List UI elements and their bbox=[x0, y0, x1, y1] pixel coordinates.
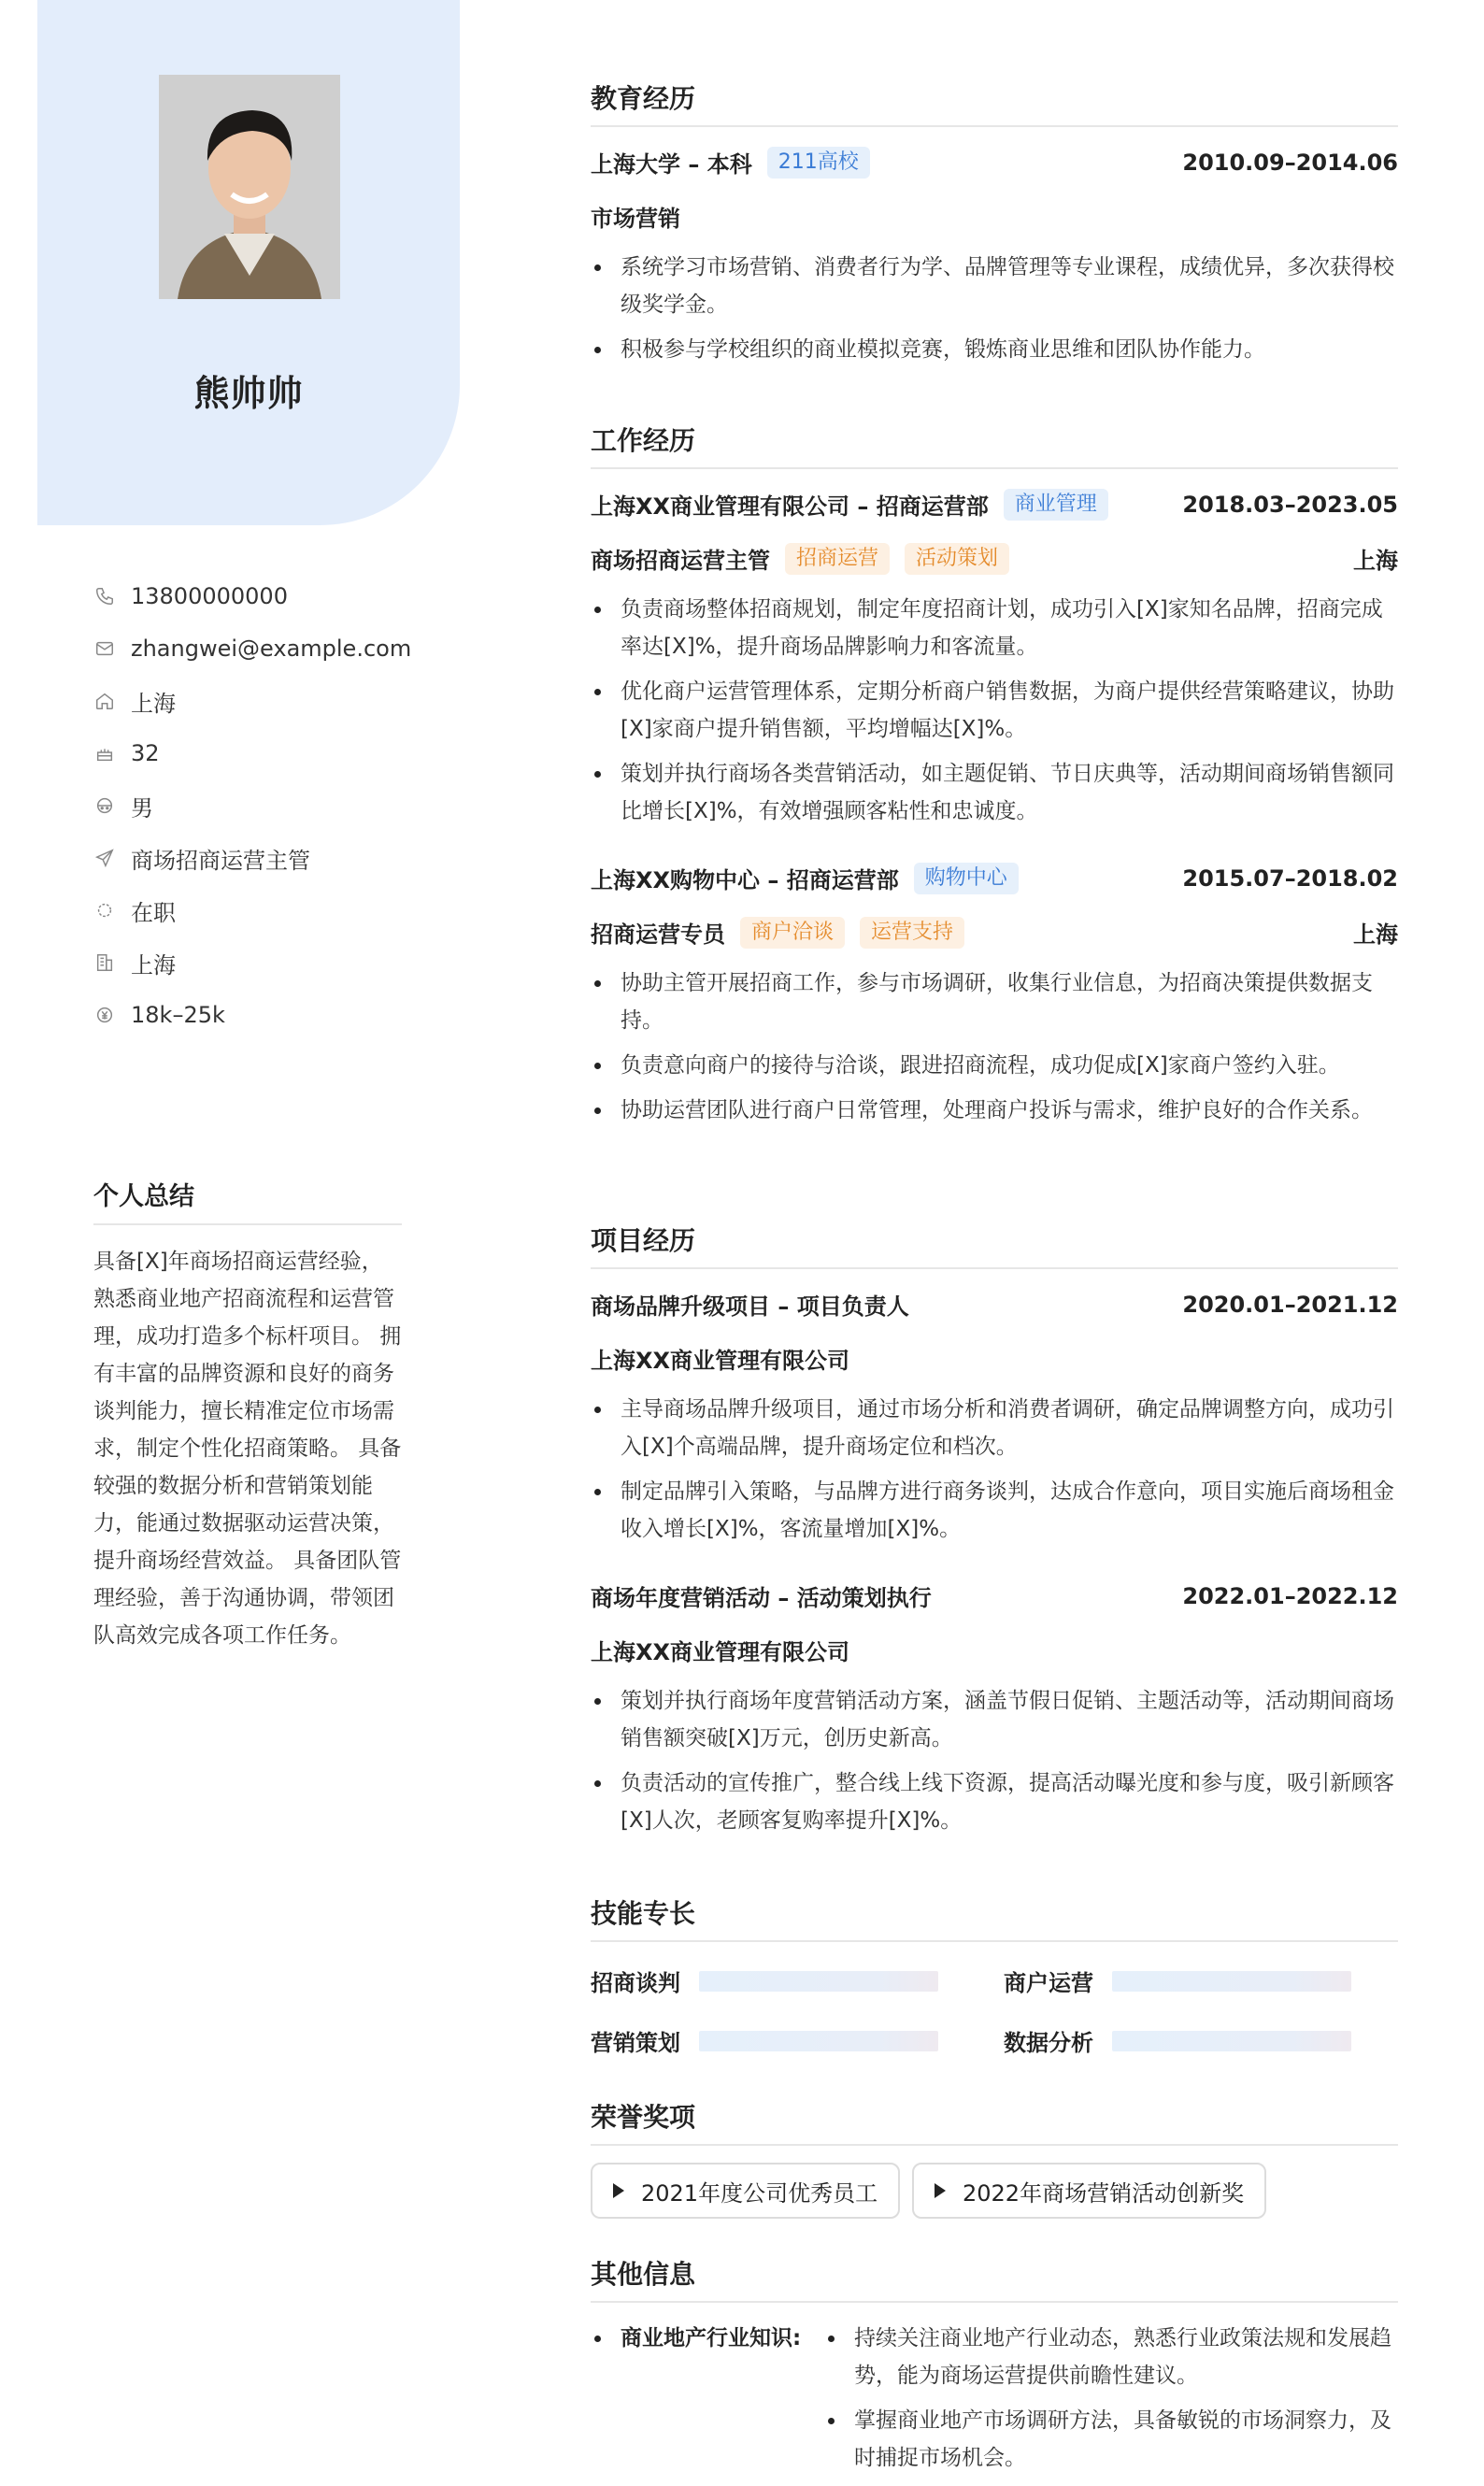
info-city-text: 上海 bbox=[131, 951, 176, 979]
phone-icon bbox=[93, 585, 116, 607]
education-tag: 211高校 bbox=[767, 147, 870, 179]
list-item: 优化商户运营管理体系，定期分析商户销售数据，为商户提供经营策略建议，协助[X]家商户提升销售额，平均增幅达[X]%。 bbox=[591, 673, 1398, 748]
info-email-text: zhangwei@example.com bbox=[131, 636, 412, 662]
skill-bar bbox=[1112, 2031, 1351, 2051]
project-1-bullets bbox=[591, 1391, 1398, 1555]
info-salary bbox=[93, 989, 411, 1041]
profile-photo bbox=[159, 75, 340, 299]
building-icon bbox=[93, 951, 116, 974]
job-1-period: 2018.03–2023.05 bbox=[1182, 491, 1398, 518]
project-1-company: 上海XX商业管理有限公司 bbox=[591, 1348, 850, 1374]
info-status bbox=[93, 884, 411, 936]
send-icon bbox=[93, 847, 116, 869]
other-bullets bbox=[822, 2320, 1398, 2484]
summary-text: 具备[X]年商场招商运营经验，熟悉商业地产招商流程和运营管理，成功打造多个标杆项目。 拥有丰富的品牌资源和良好的商务谈判能力，擅长精准定位市场需求，制定个性化招商策略。 具备较强的数据分析和营销策划能力，能通过数据驱动运营决策，提升商场经营效益。 具备团队管理经验，善于沟通协调，带领团队高效完成各项工作任务。 bbox=[93, 1250, 402, 1648]
project-2-name: 商场年度营销活动 – 活动策划执行 bbox=[591, 1585, 932, 1611]
list-item: 掌握商业地产市场调研方法，具备敏锐的市场洞察力，及时捕捉市场机会。 bbox=[822, 2402, 1398, 2477]
list-item: 策划并执行商场各类营销活动，如主题促销、节日庆典等，活动期间商场销售额同比增长[X]%，有效增强顾客粘性和忠诚度。 bbox=[591, 755, 1398, 830]
mail-icon bbox=[93, 637, 116, 660]
info-status-text: 在职 bbox=[131, 899, 176, 926]
award-label: 2021年度公司优秀员工 bbox=[641, 2179, 878, 2207]
skill-bar bbox=[1112, 1971, 1351, 1992]
project-2-company: 上海XX商业管理有限公司 bbox=[591, 1639, 850, 1665]
info-location-text: 上海 bbox=[131, 690, 176, 717]
other-title: 其他信息 bbox=[591, 2254, 1398, 2303]
job-1-bullets bbox=[591, 591, 1398, 837]
award-label: 2022年商场营销活动创新奖 bbox=[963, 2179, 1245, 2207]
info-email bbox=[93, 622, 411, 675]
projects-title: 项目经历 bbox=[591, 1221, 1398, 1269]
skill-name: 数据分析 bbox=[1004, 2030, 1093, 2056]
list-item: 负责活动的宣传推广，整合线上线下资源，提高活动曝光度和参与度，吸引新顾客[X]人次，老顾客复购率提升[X]%。 bbox=[591, 1764, 1398, 1839]
other-label: 商业地产行业知识: bbox=[591, 2320, 822, 2484]
job-1-company: 上海XX商业管理有限公司 – 招商运营部 bbox=[591, 493, 989, 520]
project-1-header bbox=[591, 1288, 1398, 1321]
sidebar bbox=[0, 0, 495, 2486]
job-2-city: 上海 bbox=[1353, 922, 1398, 948]
skill-item bbox=[591, 1965, 938, 1997]
skill-name: 招商谈判 bbox=[591, 1970, 680, 1996]
other-info bbox=[591, 2320, 1398, 2484]
education-header bbox=[591, 146, 1398, 179]
play-triangle-icon bbox=[613, 2183, 624, 2198]
skill-item bbox=[1004, 2024, 1351, 2057]
list-item: 主导商场品牌升级项目，通过市场分析和消费者调研，确定品牌调整方向，成功引入[X]个高端品牌，提升商场定位和档次。 bbox=[591, 1391, 1398, 1465]
avatar-portrait bbox=[159, 75, 340, 299]
home-icon bbox=[93, 690, 116, 712]
project-2-period: 2022.01–2022.12 bbox=[1182, 1582, 1398, 1609]
info-age bbox=[93, 727, 411, 779]
project-2-company-row bbox=[591, 1634, 1398, 1666]
skill-item bbox=[1004, 1965, 1351, 1997]
job-2-period: 2015.07–2018.02 bbox=[1182, 864, 1398, 892]
status-icon bbox=[93, 899, 116, 922]
job-1-city: 上海 bbox=[1353, 548, 1398, 574]
info-location bbox=[93, 675, 411, 727]
list-item: 积极参与学校组织的商业模拟竞赛，锻炼商业思维和团队协作能力。 bbox=[591, 331, 1398, 368]
project-1-period: 2020.01–2021.12 bbox=[1182, 1291, 1398, 1318]
skill-name: 营销策划 bbox=[591, 2030, 680, 2056]
info-age-text: 32 bbox=[131, 740, 160, 766]
job-1-tag: 商业管理 bbox=[1004, 489, 1108, 521]
project-2-bullets bbox=[591, 1682, 1398, 1847]
list-item: 制定品牌引入策略，与品牌方进行商务谈判，达成合作意向，项目实施后商场租金收入增长[X]%，客流量增加[X]%。 bbox=[591, 1473, 1398, 1548]
skill-bar bbox=[699, 1971, 938, 1992]
project-1-company-row bbox=[591, 1342, 1398, 1375]
job-1-skill-tag: 招商运营 bbox=[785, 543, 890, 575]
skills-title: 技能专长 bbox=[591, 1893, 1398, 1942]
info-gender bbox=[93, 779, 411, 832]
skill-bar bbox=[699, 2031, 938, 2051]
job-2-company: 上海XX购物中心 – 招商运营部 bbox=[591, 867, 899, 893]
job-1-skill-tag: 活动策划 bbox=[905, 543, 1009, 575]
job-2-skill-tag: 运营支持 bbox=[860, 917, 964, 949]
list-item: 负责商场整体招商规划，制定年度招商计划，成功引入[X]家知名品牌，招商完成率达[X]%，提升商场品牌影响力和客流量。 bbox=[591, 591, 1398, 665]
awards-title: 荣誉奖项 bbox=[591, 2097, 1398, 2146]
job-2-role: 招商运营专员 bbox=[591, 922, 725, 948]
education-school: 上海大学 – 本科 bbox=[591, 151, 752, 178]
education-major: 市场营销 bbox=[591, 206, 680, 232]
info-position-text: 商场招商运营主管 bbox=[131, 847, 310, 874]
education-bullets bbox=[591, 249, 1398, 376]
gender-icon bbox=[93, 794, 116, 817]
skill-name: 商户运营 bbox=[1004, 1970, 1093, 1996]
summary-title: 个人总结 bbox=[93, 1176, 402, 1225]
salary-icon bbox=[93, 1004, 116, 1026]
job-2-header bbox=[591, 862, 1398, 894]
list-item: 策划并执行商场年度营销活动方案，涵盖节假日促销、主题活动等，活动期间商场销售额突破[X]万元，创历史新高。 bbox=[591, 1682, 1398, 1757]
job-1-header bbox=[591, 488, 1398, 521]
info-position bbox=[93, 832, 411, 884]
job-1-role: 商场招商运营主管 bbox=[591, 548, 770, 574]
list-item: 系统学习市场营销、消费者行为学、品牌管理等专业课程，成绩优异，多次获得校级奖学金。 bbox=[591, 249, 1398, 323]
info-gender-text: 男 bbox=[131, 794, 153, 822]
education-period: 2010.09–2014.06 bbox=[1182, 149, 1398, 176]
education-major-row bbox=[591, 200, 1398, 233]
info-salary-text: 18k–25k bbox=[131, 1002, 225, 1028]
info-city bbox=[93, 936, 411, 989]
cake-icon bbox=[93, 742, 116, 764]
work-title: 工作经历 bbox=[591, 421, 1398, 469]
info-phone-text: 13800000000 bbox=[131, 583, 288, 609]
contact-info-list bbox=[93, 570, 411, 1041]
list-item: 负责意向商户的接待与洽谈，跟进招商流程，成功促成[X]家商户签约入驻。 bbox=[591, 1047, 1398, 1084]
list-item: 持续关注商业地产行业动态，熟悉行业政策法规和发展趋势，能为商场运营提供前瞻性建议。 bbox=[822, 2320, 1398, 2394]
list-item: 协助主管开展招商工作，参与市场调研，收集行业信息，为招商决策提供数据支持。 bbox=[591, 964, 1398, 1039]
list-item: 协助运营团队进行商户日常管理，处理商户投诉与需求，维护良好的合作关系。 bbox=[591, 1092, 1398, 1129]
play-triangle-icon bbox=[935, 2183, 946, 2198]
profile-name: 熊帅帅 bbox=[193, 373, 304, 414]
job-2-bullets bbox=[591, 964, 1398, 1136]
project-1-name: 商场品牌升级项目 – 项目负责人 bbox=[591, 1293, 909, 1320]
project-2-header bbox=[591, 1579, 1398, 1612]
job-2-tag: 购物中心 bbox=[914, 863, 1019, 894]
job-2-skill-tag: 商户洽谈 bbox=[740, 917, 845, 949]
education-title: 教育经历 bbox=[591, 79, 1398, 127]
info-phone bbox=[93, 570, 411, 622]
job-2-role-row bbox=[591, 916, 1398, 949]
award-chip bbox=[591, 2163, 900, 2219]
skill-item bbox=[591, 2024, 938, 2057]
job-1-role-row bbox=[591, 542, 1398, 575]
award-chip bbox=[912, 2163, 1266, 2219]
